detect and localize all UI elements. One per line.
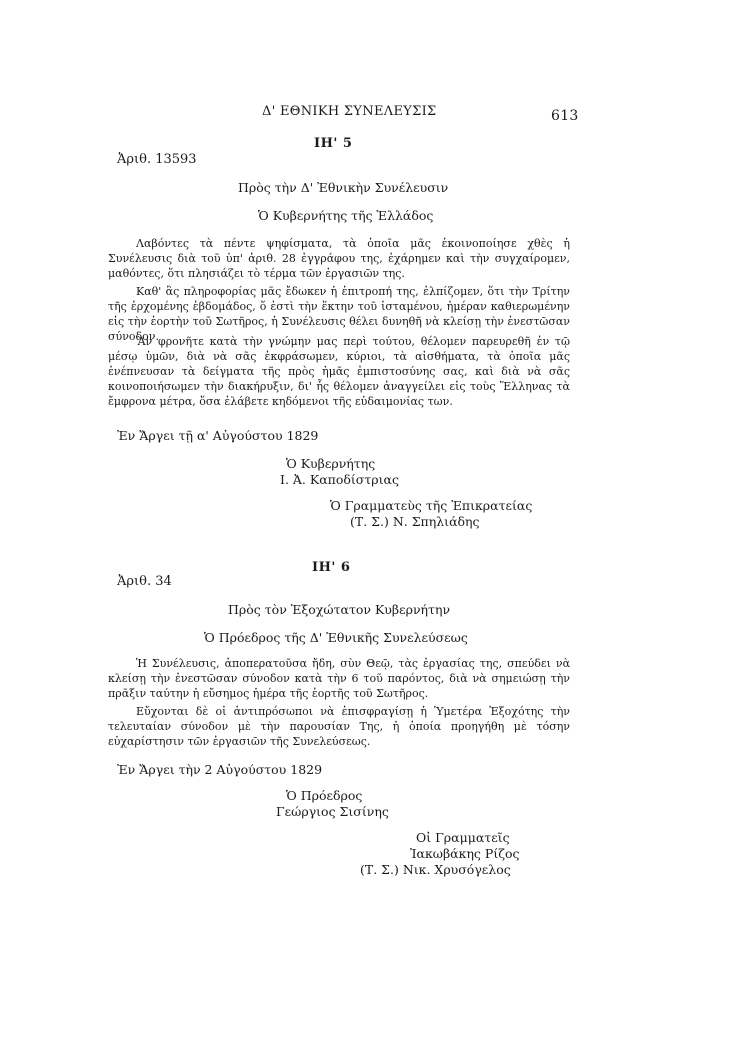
section-heading: ΙΗ' 6: [312, 560, 351, 575]
page-number: 613: [551, 108, 579, 124]
reference-number: Ἀριθ. 34: [117, 574, 172, 589]
paragraph: Εὔχονται δὲ οἱ ἀντιπρόσωποι νὰ ἐπισφραγίσῃ ἡ Ὑμετέρα Ἐξοχότης τὴν τελευταίαν σύνοδον μὲ τὴν παρουσίαν Της, ἡ ὁποία προηγήθη μὲ τόσην εὐχαρίστησιν τῶν ἐργασιῶν τῆς Συνελεύσεως.: [108, 705, 570, 748]
paragraph: Λαβόντες τὰ πέντε ψηφίσματα, τὰ ὁποῖα μᾶς ἐκοινοποίησε χθὲς ἡ Συνέλευσις διὰ τοῦ ὑπ' ἀριθ. 28 ἐγγράφου της, ἐχάρημεν καὶ τὴν συγχαίρομεν, μαθόντες, ὅτι πλησιάζει τὸ τέρμα τῶν ἐργασιῶν της.: [108, 237, 570, 280]
signature-name: Ι. Ἀ. Καποδίστριας: [280, 472, 399, 487]
signature-title: Ὁ Κυβερνήτης: [286, 456, 376, 471]
section-heading: ΙΗ' 5: [314, 136, 353, 151]
secretaries-title: Οἱ Γραμματεῖς: [416, 830, 510, 845]
date-line: Ἐν Ἄργει τὴν 2 Αὐγούστου 1829: [117, 762, 323, 777]
date-line: Ἐν Ἄργει τῇ α' Αὐγούστου 1829: [117, 428, 319, 443]
secretary-name: (Τ. Σ.) Νικ. Χρυσόγελος: [360, 862, 511, 877]
paragraph: Ἂν φρονῆτε κατὰ τὴν γνώμην μας περὶ τούτου, θέλομεν παρευρεθῆ ἐν τῷ μέσῳ ὑμῶν, διὰ νὰ σᾶς ἐκφράσωμεν, κύριοι, τὰ αἰσθήματα, τὰ ὁποῖα μᾶς ἐνέπνευσαν τὰ δείγματα τῆς πρὸς ἡμᾶς ἐμπιστοσύνης σας, καὶ διὰ νὰ σᾶς κοινοποιήσωμεν τὴν διακήρυξιν, δι' ἧς θέλομεν ἀναγγείλει εἰς τοὺς Ἕλληνας τὰ ἔμφρονα μέτρα, ὅσα ἐλάβετε κηδόμενοι τῆς εὐδαιμονίας των.: [108, 335, 570, 408]
secretary-name: (Τ. Σ.) Ν. Σπηλιάδης: [350, 514, 480, 529]
reference-number: Ἀριθ. 13593: [117, 152, 197, 167]
addressee: Πρὸς τὴν Δ' Ἐθνικὴν Συνέλευσιν: [238, 180, 449, 195]
paragraph: Καθ' ἃς πληροφορίας μᾶς ἔδωκεν ἡ ἐπιτροπή της, ἐλπίζομεν, ὅτι τὴν Τρίτην τῆς ἐρχομένης ἑβδομάδος, ὅ ἐστὶ τὴν ἕκτην τοῦ ἱσταμένου, ἡμέραν καθιερωμένην εἰς τὴν ἑορτὴν τοῦ Σωτῆρος, ἡ Συνέλευσις θέλει δυνηθῆ νὰ κλείσῃ τὴν ἐνεστῶσαν σύνοδον.: [108, 285, 570, 343]
addressee: Πρὸς τὸν Ἐξοχώτατον Κυβερνήτην: [228, 602, 451, 617]
running-title: Δ' ΕΘΝΙΚΗ ΣΥΝΕΛΕΥΣΙΣ: [262, 104, 437, 119]
sender: Ὁ Πρόεδρος τῆς Δ' Ἐθνικῆς Συνελεύσεως: [204, 630, 468, 645]
secretary-title: Ὁ Γραμματεὺς τῆς Ἐπικρατείας: [330, 498, 533, 513]
paragraph: Ἡ Συνέλευσις, ἀποπερατοῦσα ἤδη, σὺν Θεῷ, τὰς ἐργασίας της, σπεύδει νὰ κλείσῃ τὴν ἐνεστῶσαν σύνοδον κατὰ τὴν 6 τοῦ παρόντος, διὰ νὰ σημειώσῃ τὴν πρᾶξιν ταύτην ἡ εὔσημος ἡμέρα τῆς ἑορτῆς τοῦ Σωτῆρος.: [108, 657, 570, 700]
president-title: Ὁ Πρόεδρος: [286, 788, 363, 803]
secretary-name: Ἰακωβάκης Ρίζος: [410, 846, 520, 861]
president-name: Γεώργιος Σισίνης: [276, 804, 389, 819]
sender: Ὁ Κυβερνήτης τῆς Ἑλλάδος: [258, 208, 434, 223]
